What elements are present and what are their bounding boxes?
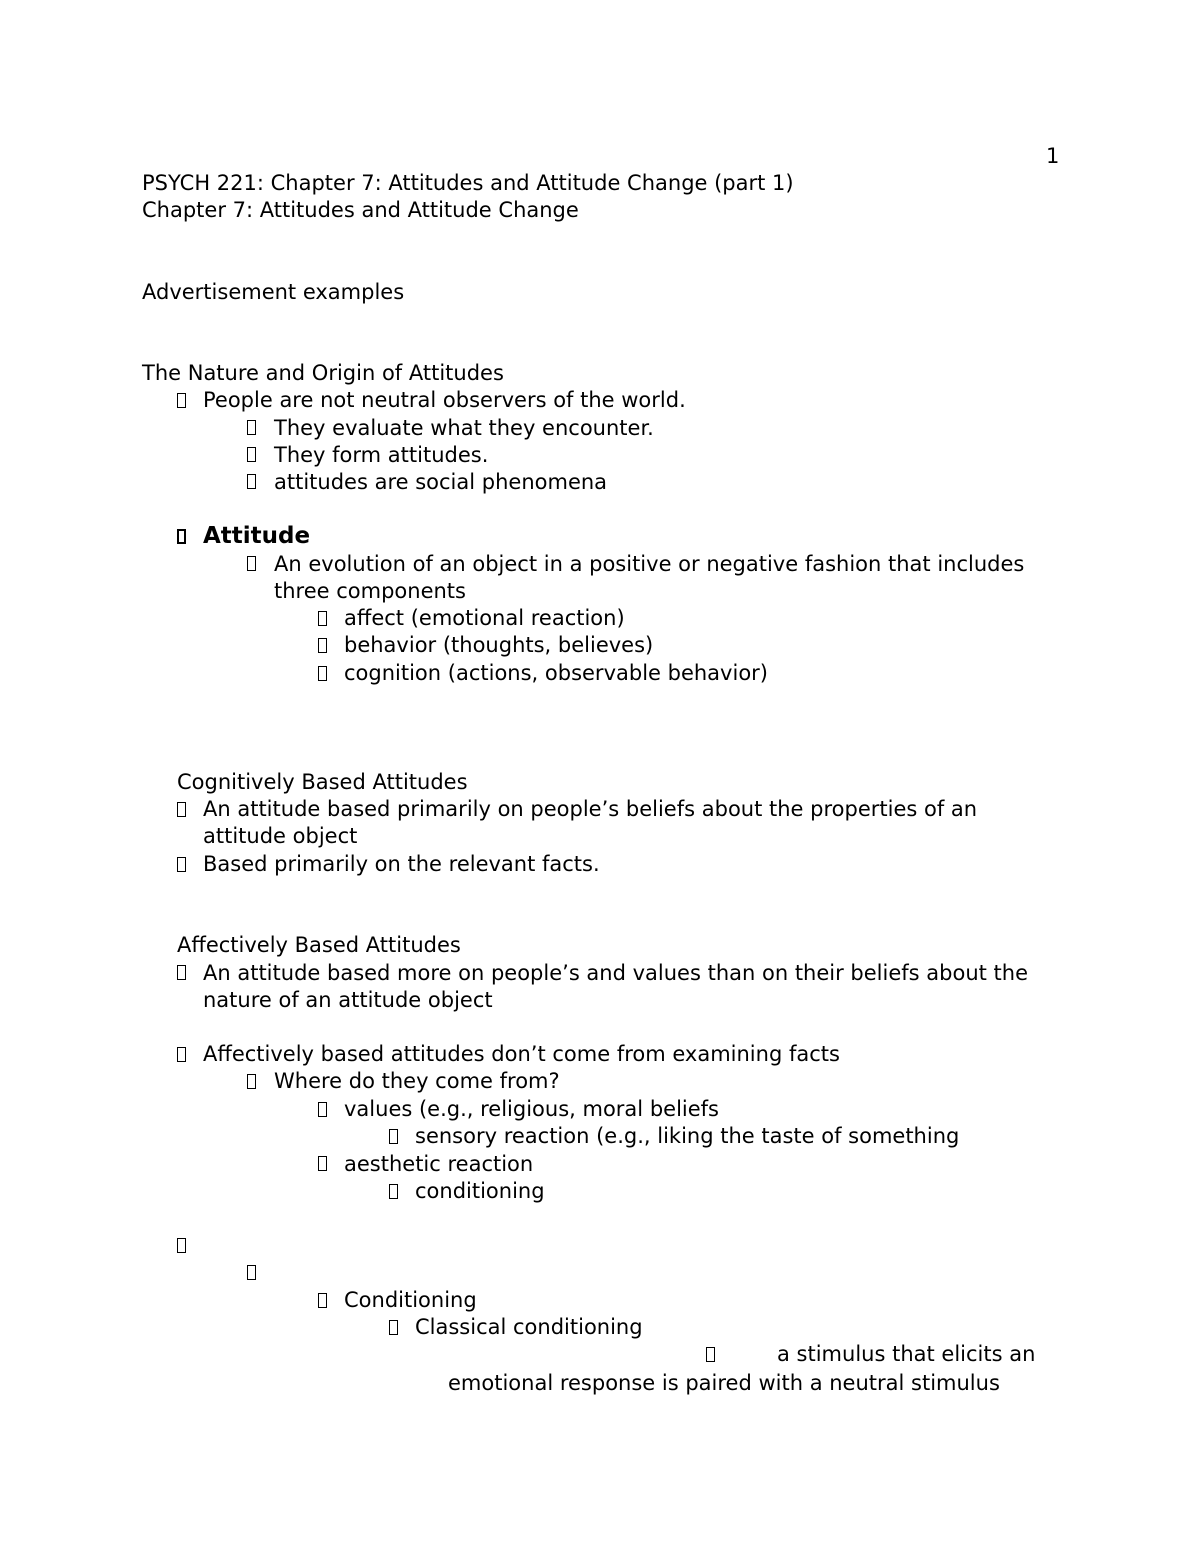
document-subtitle: Chapter 7: Attitudes and Attitude Change <box>142 198 579 222</box>
attitude-definition-line2: three components <box>274 579 466 603</box>
bullet-icon <box>389 1184 398 1199</box>
classical-conditioning-definition-line2: emotional response is paired with a neutral stimulus <box>448 1371 1000 1395</box>
affective-heading: Affectively Based Attitudes <box>177 933 461 957</box>
attitude-definition-line1: An evolution of an object in a positive or negative fashion that includes <box>274 552 1025 576</box>
bullet-icon <box>247 447 256 462</box>
bullet-icon <box>247 556 256 571</box>
affective-bullet-2-1: Where do they come from? <box>274 1069 560 1093</box>
nature-bullet-1-2: They form attitudes. <box>274 443 489 467</box>
document-title: PSYCH 221: Chapter 7: Attitudes and Attitude Change (part 1) <box>142 171 794 195</box>
attitude-term: Attitude <box>203 523 311 549</box>
bullet-icon <box>318 666 327 681</box>
affective-values: values (e.g., religious, moral beliefs <box>344 1097 719 1121</box>
affective-bullet-1-line1: An attitude based more on people’s and values than on their beliefs about the <box>203 961 1029 985</box>
cognitive-bullet-2: Based primarily on the relevant facts. <box>203 852 600 876</box>
nature-bullet-1: People are not neutral observers of the world. <box>203 388 686 412</box>
bullet-icon <box>247 420 256 435</box>
bullet-icon <box>706 1347 715 1362</box>
bullet-icon <box>177 802 186 817</box>
bullet-icon <box>318 611 327 626</box>
bullet-icon <box>247 474 256 489</box>
bullet-icon <box>318 1293 327 1308</box>
bullet-icon <box>318 1156 327 1171</box>
nature-bullet-1-3: attitudes are social phenomena <box>274 470 608 494</box>
cognitive-heading: Cognitively Based Attitudes <box>177 770 468 794</box>
component-cognition: cognition (actions, observable behavior) <box>344 661 768 685</box>
bullet-icon <box>177 857 186 872</box>
nature-heading: The Nature and Origin of Attitudes <box>142 361 504 385</box>
bullet-icon <box>247 1265 256 1280</box>
component-behavior: behavior (thoughts, believes) <box>344 633 654 657</box>
nature-bullet-1-1: They evaluate what they encounter. <box>274 416 654 440</box>
conditioning-item: Conditioning <box>344 1288 477 1312</box>
classical-conditioning-item: Classical conditioning <box>415 1315 643 1339</box>
cognitive-bullet-1-line2: attitude object <box>203 824 358 848</box>
classical-conditioning-definition-line1: a stimulus that elicits an <box>777 1342 1036 1366</box>
bullet-icon <box>177 965 186 980</box>
component-affect: affect (emotional reaction) <box>344 606 625 630</box>
affective-bullet-2: Affectively based attitudes don’t come from examining facts <box>203 1042 840 1066</box>
affective-conditioning: conditioning <box>415 1179 545 1203</box>
cognitive-bullet-1-line1: An attitude based primarily on people’s beliefs about the properties of an <box>203 797 978 821</box>
affective-aesthetic: aesthetic reaction <box>344 1152 534 1176</box>
bullet-icon <box>177 1238 186 1253</box>
affective-sensory: sensory reaction (e.g., liking the taste of something <box>415 1124 960 1148</box>
bullet-icon <box>318 638 327 653</box>
bullet-icon <box>247 1074 256 1089</box>
affective-bullet-1-line2: nature of an attitude object <box>203 988 493 1012</box>
advertisement-examples: Advertisement examples <box>142 280 405 304</box>
bullet-icon <box>177 393 186 408</box>
page-number: 1 <box>1046 144 1060 168</box>
bullet-icon <box>389 1129 398 1144</box>
bullet-icon <box>389 1320 398 1335</box>
bullet-icon <box>177 1047 186 1062</box>
bullet-icon <box>318 1102 327 1117</box>
bullet-icon <box>177 529 186 544</box>
